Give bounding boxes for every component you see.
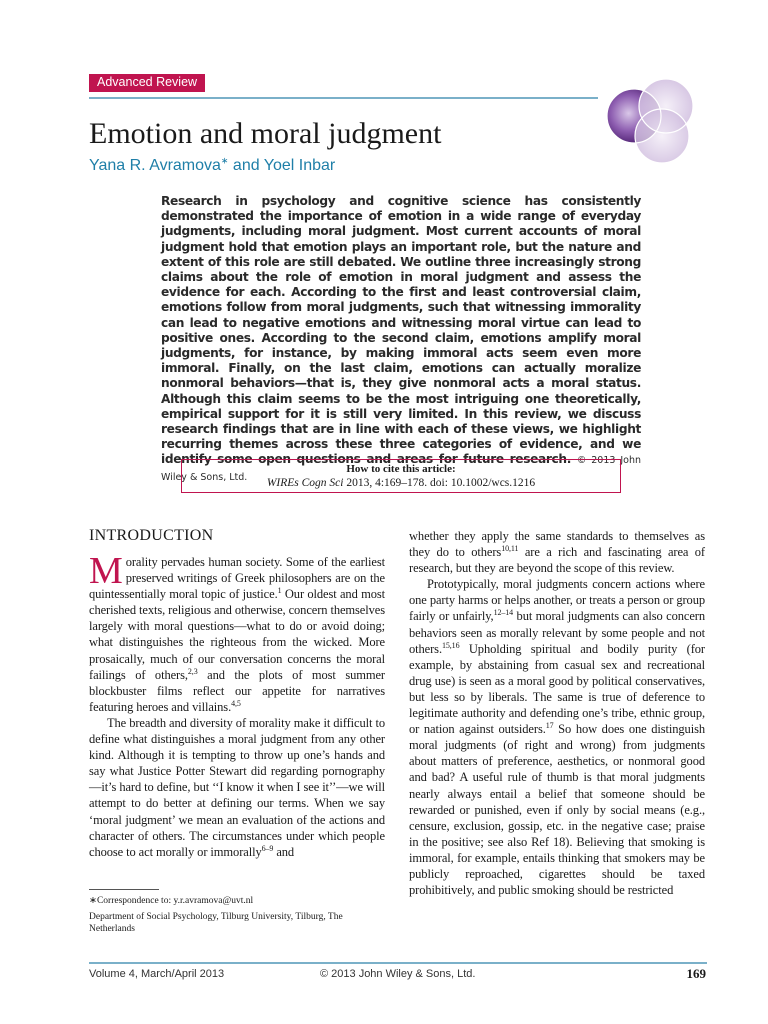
article-authors [89,157,335,175]
footer-volume: Volume 4, March/April 2013 [89,968,225,980]
citation-text[interactable] [182,476,620,490]
footnote [89,895,385,939]
abstract-text: Research in psychology and cognitive science has consistently demonstrated the importance of emotion in a wide range of everyday judgments, including moral judgment. Most current accounts of moral judgment hold that emotion plays an important role, but the nature and extent of this role are still debated. We outline three increasingly strong claims about the role of emotion in moral judgment and assess the evidence for each. According to the first and least controversial claim, emotions follow from moral judgments, such that witnessing immorality can lead to negative emotions and witnessing moral virtue can lead to positive ones. According to the second claim, emotions amplify moral judgments, for instance, by making immoral acts seem even more immoral. Finally, on the last claim, emotions can actually moralize nonmoral behaviors—that is, they give nonmoral acts a moral status. Although this claim seems to be the most intriguing one theoretically, empirical support for it is still very limited. In this review, we discuss research findings that are in line with each of these views, we highlight recurring themes across these three categories of evidence, and we identify some open questions and areas for future research. [161,194,641,467]
citation-box [181,459,621,493]
reference[interactable]: 2,3 [187,666,198,676]
citation-journal: WIREs Cogn Sci [266,477,344,489]
drop-cap: M [89,550,123,592]
reference[interactable]: 1 [277,586,282,596]
affiliation-note: Department of Social Psychology, Tilburg University, Tilburg, The Netherlands [89,911,343,934]
author-second[interactable]: and Yoel Inbar [228,157,336,174]
abstract-copyright: © 2013 John Wiley & Sons, Ltd. [161,455,641,483]
reference[interactable]: 4,5 [231,698,241,708]
reference[interactable]: 10,11 [501,543,519,553]
page-number: 169 [686,966,706,981]
footer-copyright: © 2013 John Wiley & Sons, Ltd. [320,968,476,980]
author-first[interactable]: Yana R. Avramova [89,157,221,174]
header-rule [89,97,598,99]
paragraph: Morality pervades human society. Some of the earliest preserved writings of Greek philosophers are on the quintessentially moral topic of justice.$^1$ Our oldest and most cherished texts, religious and otherwise, concern themselves largely with moral questions—what to do or avoid doing; what distinguishes the righteous from the wicked. More prosaically, much of our conversation concerns the moral failings of others,$^{2,3}$ and the plots of most summer blockbuster films reflect our appetite for narratives featuring heroes and villains.$^{4,5}$ [89,550,385,714]
left-column [89,528,385,860]
abstract [161,194,641,485]
reference[interactable]: 15,16 [441,640,460,650]
reference[interactable]: 6–9 [261,843,274,853]
article-title: Emotion and moral judgment [89,117,442,150]
right-column [409,528,705,898]
wires-venn-logo [604,72,700,168]
paragraph: Prototypically, moral judgments concern actions where one party harms or helps another, or treats a person or group fairly or unfairly,$^{12-14}$ but moral judgments can also concern behaviors seen as morally relevant by some people and not others.$^{15,16}$ Upholding spiritual and bodily purity (for example, by abstaining from casual sex and recreational drug use) is seen as a moral good by political conservatives, but less so by liberals. The same is true of deference to legitimate authority and defending one’s tribe, ethnic group, or nation against outsiders.$^{17}$ So how does one distinguish moral judgments (of right and wrong) from judgments about matters of preference, aesthetics, or nonmoral good and bad? A useful rule of thumb is that moral judgments nearly always entail a belief that someone should be rewarded or punished, even if only by social means (e.g., censure, exclusion, gossip, etc. in the negative case; praise in the positive; see also Ref 18). Believing that smoking is immoral, for example, entails thinking that smokers may be publicly reproached, cigarettes should be taxed prohibitively, and public smoking should be restricted [409,577,705,898]
footer-rule [89,962,707,964]
correspondence-mark: ∗ [220,155,229,166]
citation-heading: How to cite this article: [346,463,456,475]
paragraph: whether they apply the same standards to themselves as they do to others$^{10,11}$ are a rich and fascinating area of research, but they are beyond the scope of this review. [409,529,706,576]
correspondence-note[interactable]: ∗Correspondence to: y.r.avramova@uvt.nl [89,896,254,906]
paragraph: The breadth and diversity of morality make it difficult to define what distinguishes a moral judgment from any other kind. Although it is tempting to throw up one’s hands and say what Justice Potter Stewart did regarding pornography—it’s hard to define, but ‘‘I know it when I see it’’—we will attempt to do better at defining our terms. When we say ‘moral judgment’ we mean an evaluation of the actions and character of others. The circumstances under which people choose to act morally or immorally$^{6-9}$ and [89,715,385,859]
reference[interactable]: 17 [545,720,554,730]
footnote-rule [89,889,159,890]
citation-details: 2013, 4:169–178. doi: 10.1002/wcs.1216 [343,477,536,489]
reference[interactable]: 12–14 [493,608,514,618]
section-tag: Advanced Review [89,74,205,92]
section-heading: INTRODUCTION [89,527,214,544]
